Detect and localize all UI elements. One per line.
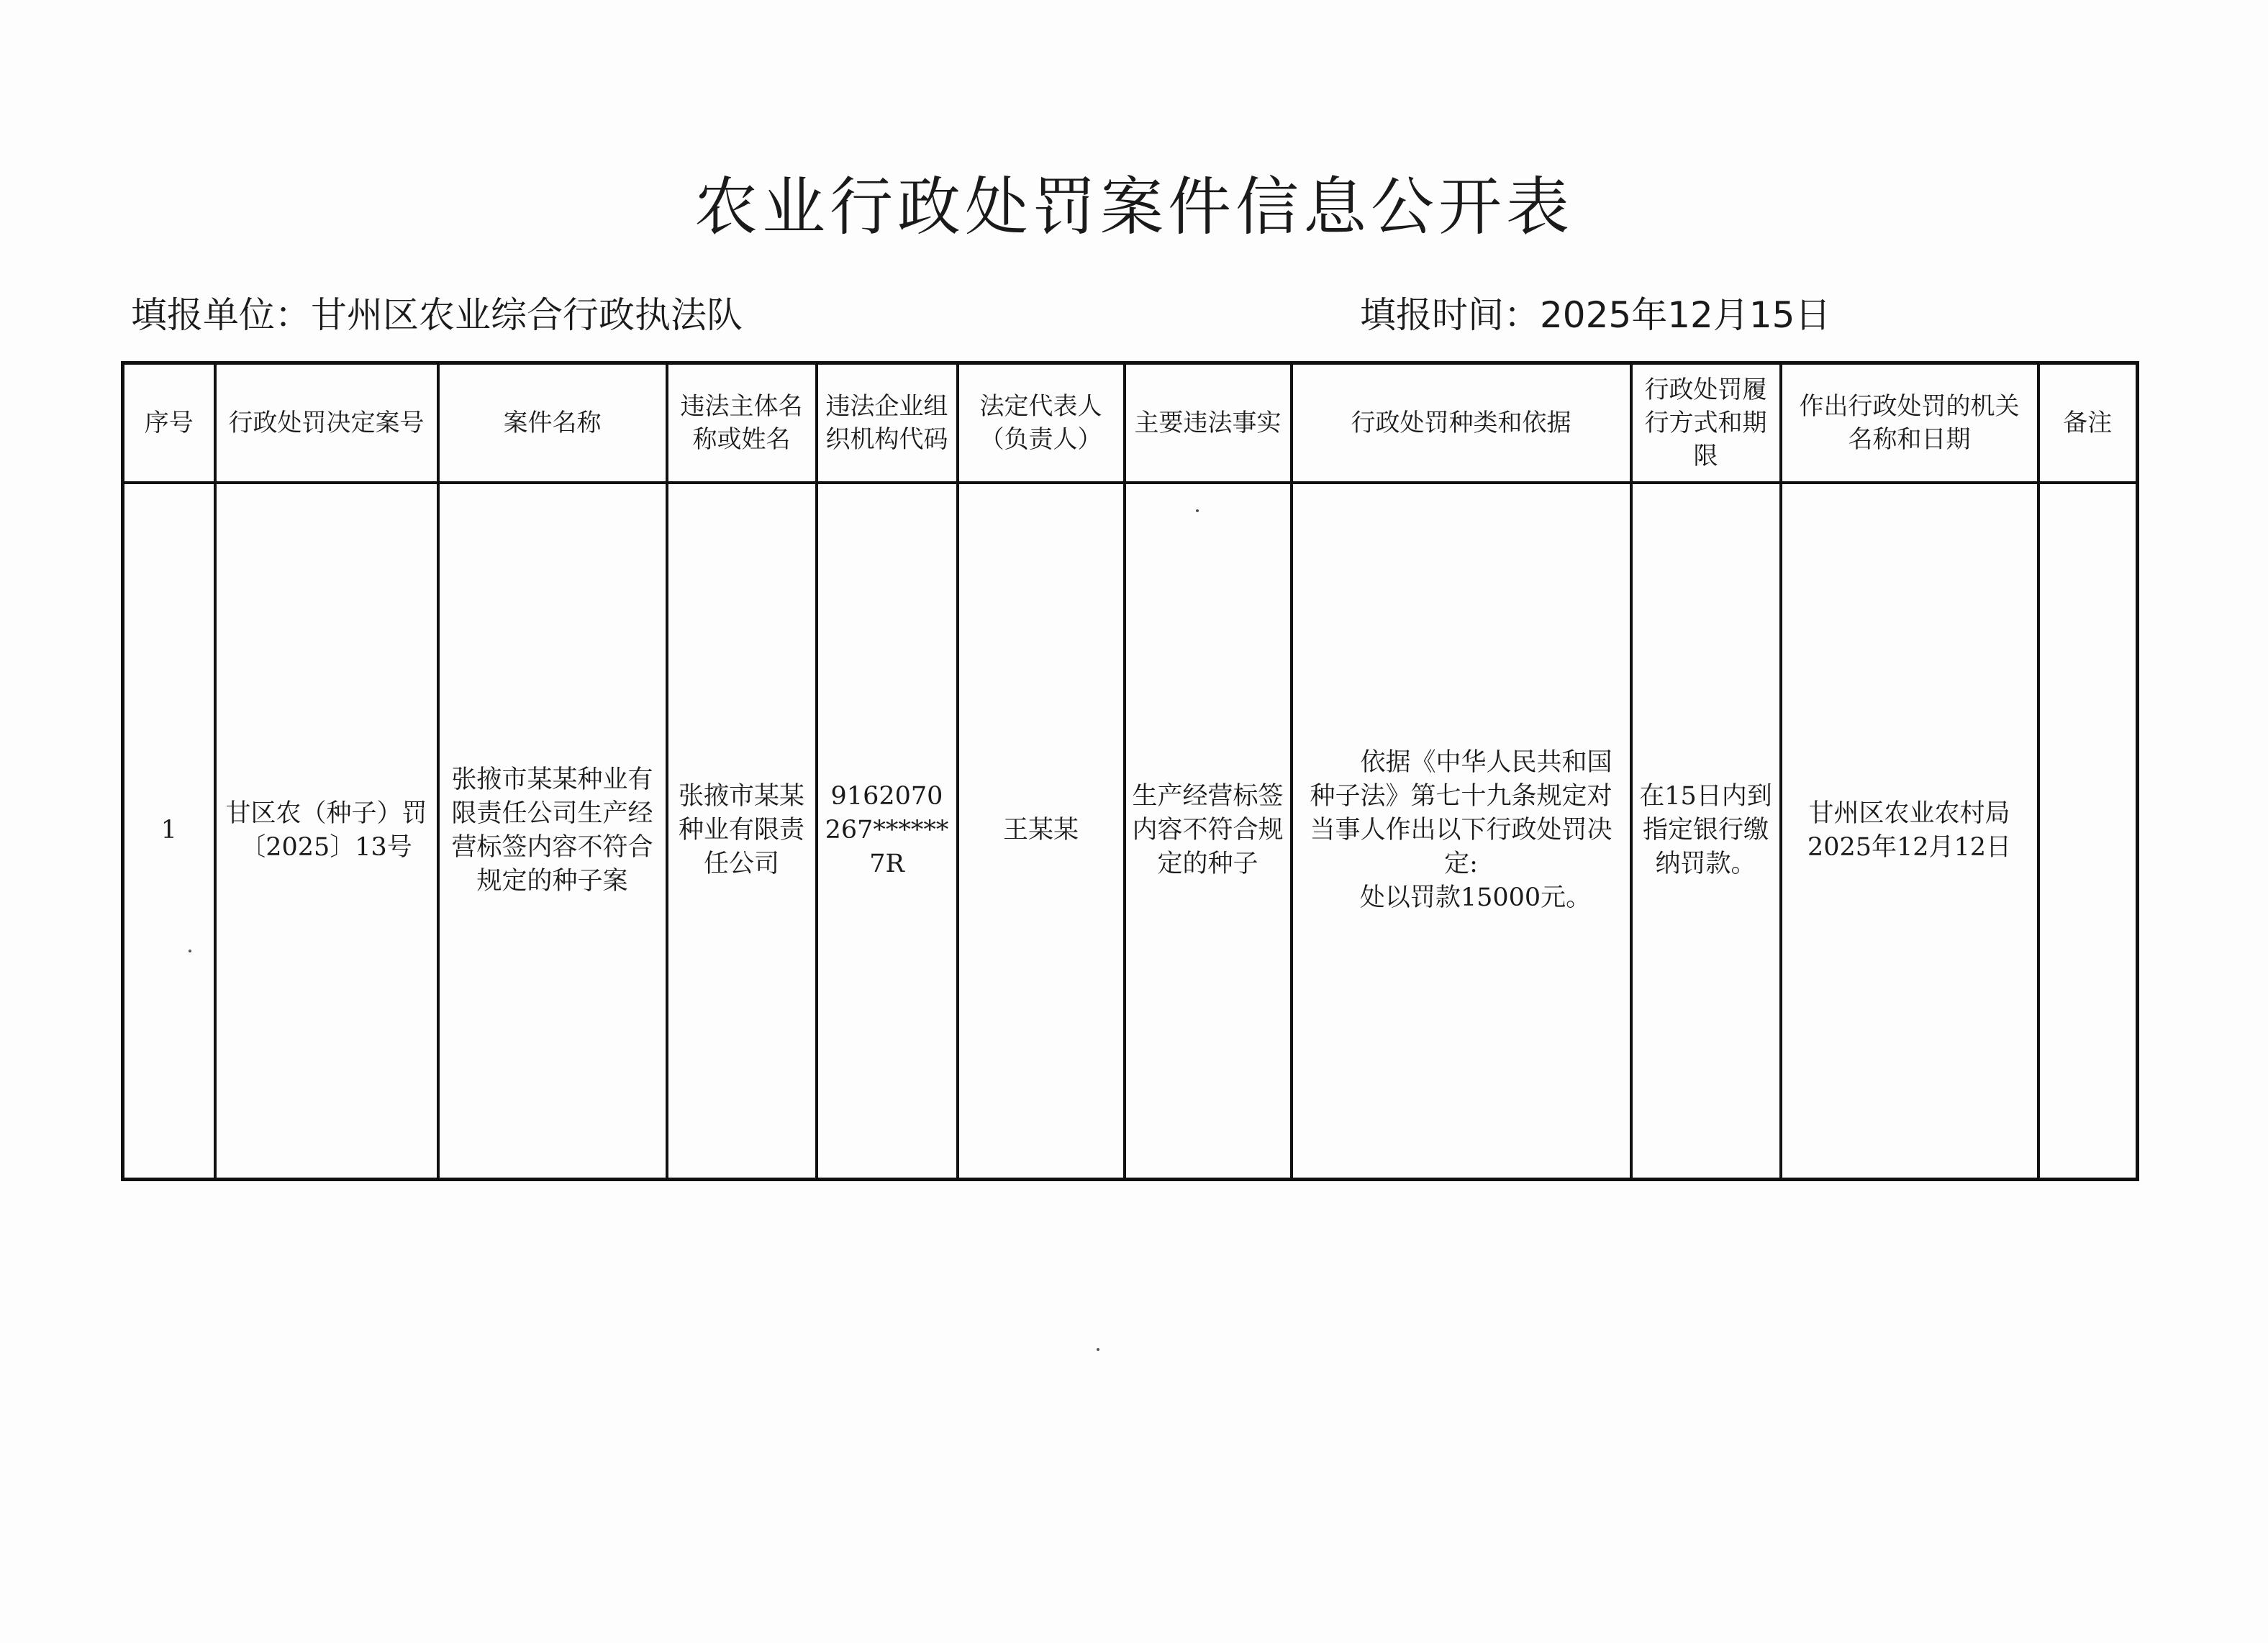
- col-header-basis: 行政处罚种类和依据: [1292, 363, 1631, 483]
- table-row: [123, 483, 2138, 1180]
- cell-facts: 生产经营标签内容不符合规定的种子: [1125, 483, 1292, 1180]
- cell-index: 1: [123, 483, 215, 1180]
- reporting-date: [1360, 286, 1831, 338]
- cell-legal-rep: 王某某: [958, 483, 1125, 1180]
- col-header-case-name: 案件名称: [438, 363, 667, 483]
- basis-paragraph-2: 处以罚款15000元。: [1359, 883, 1592, 913]
- table-header-row: [123, 363, 2138, 483]
- scan-speck: [1097, 1348, 1099, 1351]
- cell-basis: [1292, 483, 1631, 1180]
- cell-org-code: 9162070267******7R: [817, 483, 958, 1180]
- reporting-unit-label: 填报单位：: [131, 294, 311, 336]
- cell-case-no: 甘区农（种子）罚〔2025〕13号: [215, 483, 438, 1180]
- cell-party: 张掖市某某种业有限责任公司: [667, 483, 817, 1180]
- col-header-facts: 主要违法事实: [1125, 363, 1292, 483]
- col-header-index: 序号: [123, 363, 215, 483]
- col-header-authority: 作出行政处罚的机关名称和日期: [1781, 363, 2038, 483]
- cell-case-name: 张掖市某某种业有限责任公司生产经营标签内容不符合规定的种子案: [438, 483, 667, 1180]
- cell-authority: [1781, 483, 2038, 1180]
- authority-date: 2025年12月12日: [1807, 832, 2012, 862]
- col-header-party: 违法主体名称或姓名: [667, 363, 817, 483]
- reporting-unit-value: 甘州区农业综合行政执法队: [311, 294, 743, 336]
- col-header-remark: 备注: [2038, 363, 2138, 483]
- penalty-case-table: [121, 361, 2139, 1181]
- cell-remark: [2038, 483, 2138, 1180]
- reporting-date-value: 2025年12月15日: [1540, 294, 1831, 336]
- basis-paragraph-1: 依据《中华人民共和国种子法》第七十九条规定对当事人作出以下行政处罚决定:: [1310, 748, 1612, 879]
- reporting-date-label: 填报时间：: [1360, 294, 1540, 336]
- scan-speck: [189, 950, 191, 952]
- scan-speck: [1196, 509, 1199, 512]
- col-header-performance: 行政处罚履行方式和期限: [1631, 363, 1781, 483]
- col-header-org-code: 违法企业组织机构代码: [817, 363, 958, 483]
- cell-performance: 在15日内到指定银行缴纳罚款。: [1631, 483, 1781, 1180]
- col-header-legal-rep: 法定代表人（负责人）: [958, 363, 1125, 483]
- document-title: 农业行政处罚案件信息公开表: [694, 170, 1574, 244]
- reporting-unit: [131, 286, 743, 338]
- col-header-case-no: 行政处罚决定案号: [215, 363, 438, 483]
- authority-name: 甘州区农业农村局: [1808, 798, 2010, 828]
